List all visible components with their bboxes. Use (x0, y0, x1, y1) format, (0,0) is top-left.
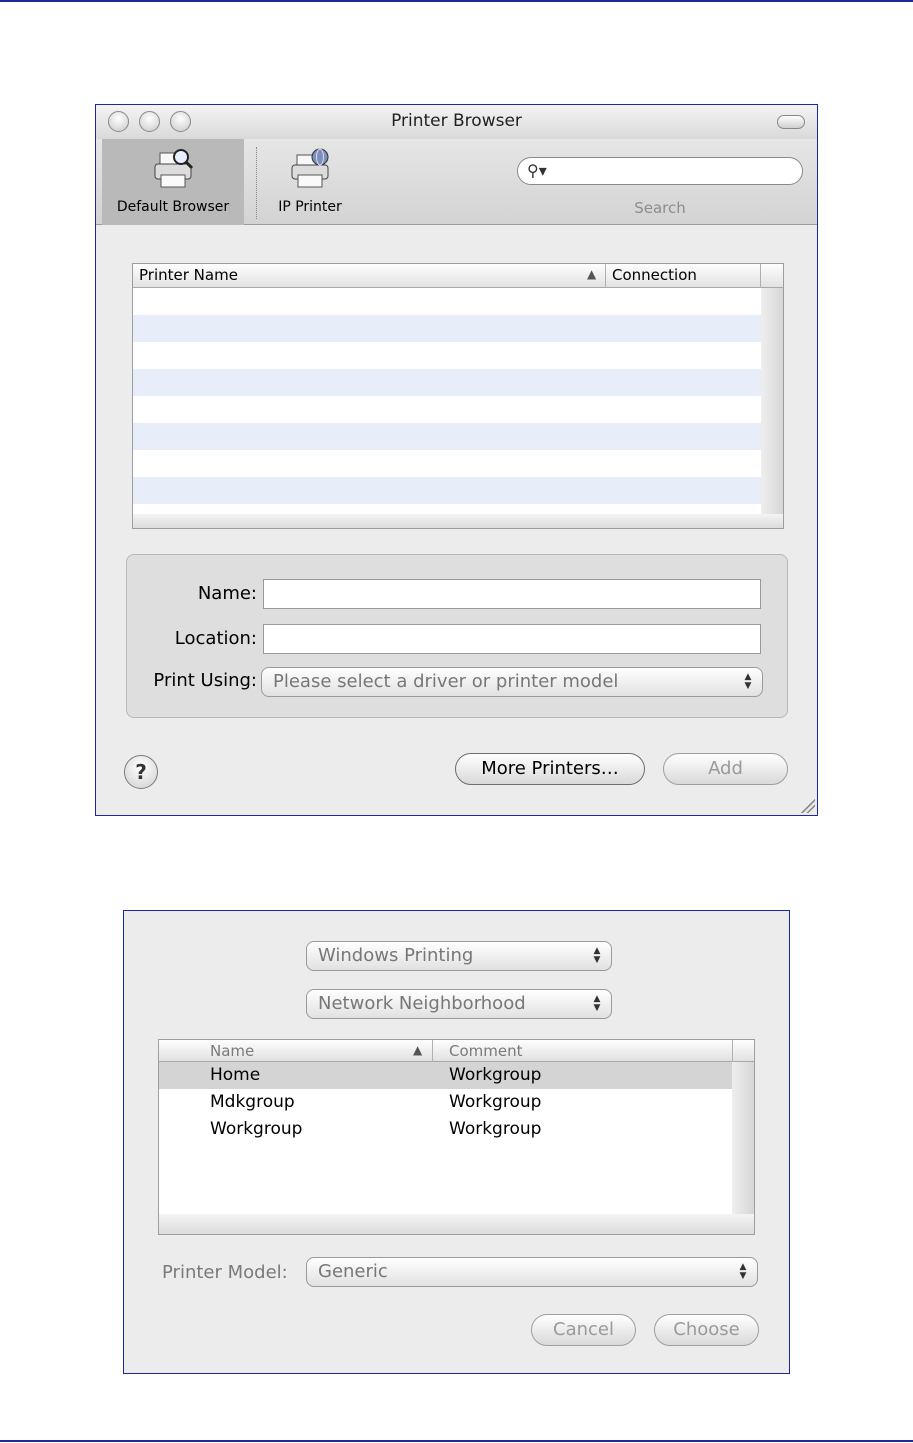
row-comment: Workgroup (449, 1065, 542, 1085)
horizontal-scrollbar[interactable] (159, 1214, 754, 1234)
vertical-scrollbar[interactable] (732, 1062, 754, 1214)
list-row[interactable] (133, 288, 761, 315)
table-row[interactable] (159, 1062, 732, 1089)
location-field[interactable] (263, 624, 761, 654)
ip-printer-label: IP Printer (278, 199, 342, 215)
print-using-label: Print Using: (153, 670, 257, 691)
comment-column-header[interactable]: Comment (449, 1042, 523, 1060)
top-page-rule (0, 0, 913, 2)
add-button[interactable]: Add (663, 753, 788, 785)
printer-list[interactable] (132, 263, 784, 529)
name-field[interactable] (263, 579, 761, 609)
help-button[interactable]: ? (124, 755, 158, 789)
table-row[interactable] (159, 1116, 732, 1143)
cancel-button[interactable]: Cancel (531, 1314, 636, 1346)
column-divider (760, 264, 761, 288)
horizontal-scrollbar[interactable] (133, 514, 783, 528)
resize-grip-icon[interactable] (799, 797, 815, 813)
printer-model-label: Printer Model: (162, 1262, 288, 1283)
row-comment: Workgroup (449, 1119, 542, 1139)
list-row[interactable] (133, 423, 761, 450)
window-title: Printer Browser (391, 111, 522, 131)
connection-type-value: Windows Printing (318, 945, 474, 966)
popup-arrows-icon: ▲ ▼ (744, 672, 752, 691)
toolbar-separator (256, 147, 257, 219)
printer-details-box (126, 554, 788, 718)
printer-globe-icon (288, 147, 332, 191)
row-name: Workgroup (210, 1119, 303, 1139)
ip-printer-tab[interactable] (264, 139, 356, 225)
list-row[interactable] (133, 369, 761, 396)
search-icon: ⚲▾ (527, 161, 547, 180)
printer-model-popup[interactable] (306, 1257, 758, 1287)
vertical-scrollbar[interactable] (761, 288, 783, 514)
row-name: Mdkgroup (210, 1092, 295, 1112)
list-row[interactable] (133, 342, 761, 369)
printer-name-column-header[interactable]: Printer Name (139, 266, 238, 284)
popup-arrows-icon: ▲ ▼ (593, 946, 601, 965)
sort-ascending-icon: ▲ (413, 1043, 423, 1057)
print-using-popup[interactable] (261, 667, 763, 697)
title-bar (96, 105, 817, 139)
column-divider (732, 1040, 733, 1062)
name-column-header[interactable]: Name (210, 1042, 255, 1060)
choose-button[interactable]: Choose (654, 1314, 759, 1346)
list-row[interactable] (133, 396, 761, 423)
popup-arrows-icon: ▲ ▼ (593, 994, 601, 1013)
row-comment: Workgroup (449, 1092, 542, 1112)
column-divider (432, 1040, 433, 1062)
printer-browser-window (95, 104, 818, 816)
row-name: Home (210, 1065, 261, 1085)
scope-value: Network Neighborhood (318, 993, 526, 1014)
bottom-page-rule (0, 1440, 913, 1442)
search-field[interactable] (517, 157, 803, 185)
connection-column-header[interactable]: Connection (612, 266, 697, 284)
default-browser-label: Default Browser (116, 199, 230, 215)
location-label: Location: (174, 628, 257, 649)
connection-type-popup[interactable] (306, 941, 612, 971)
toolbar (96, 139, 817, 225)
windows-printing-window (123, 910, 790, 1374)
printer-model-value: Generic (318, 1261, 388, 1282)
list-row[interactable] (133, 450, 761, 477)
default-browser-tab[interactable] (102, 139, 244, 225)
scope-popup[interactable] (306, 989, 612, 1019)
more-printers-button[interactable]: More Printers… (455, 753, 645, 785)
table-row[interactable] (159, 1089, 732, 1116)
popup-arrows-icon: ▲ ▼ (739, 1262, 747, 1281)
printer-list-header (133, 264, 783, 288)
name-label: Name: (197, 583, 257, 604)
toolbar-toggle-button[interactable] (777, 115, 805, 129)
search-label: Search (634, 199, 686, 217)
print-using-value: Please select a driver or printer model (273, 671, 619, 692)
list-row[interactable] (133, 477, 761, 504)
sort-ascending-icon: ▲ (587, 267, 597, 281)
list-row[interactable] (133, 315, 761, 342)
workgroup-list-header (159, 1040, 754, 1062)
printer-magnifier-icon (151, 147, 195, 191)
column-divider (605, 264, 606, 288)
workgroup-list[interactable] (158, 1039, 755, 1235)
